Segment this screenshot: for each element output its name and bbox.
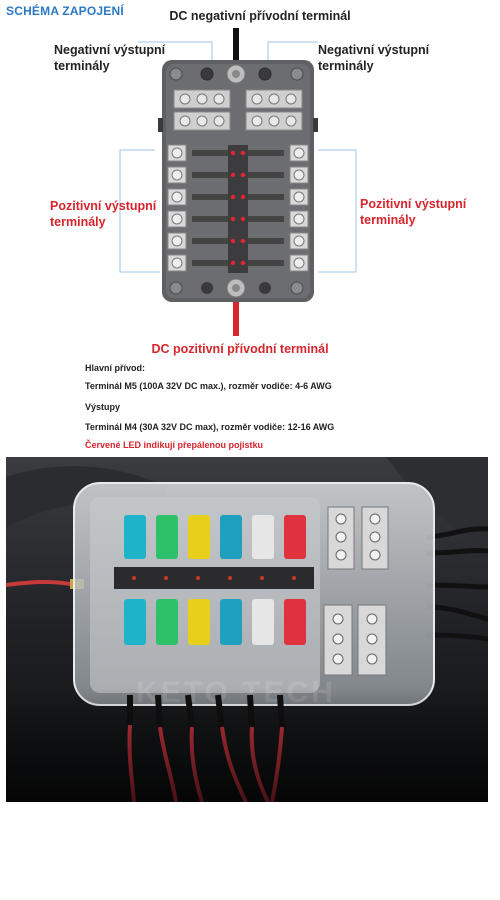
outputs-spec: Terminál M4 (30A 32V DC max), rozměr vodiče: 12-16 AWG	[85, 422, 335, 432]
main-supply-spec: Terminál M5 (100A 32V DC max.), rozměr vodiče: 4-6 AWG	[85, 381, 332, 391]
positive-output-right-label: Pozitivní výstupní terminály	[360, 197, 467, 227]
negative-output-left-label: Negativní výstupní terminály	[54, 43, 166, 73]
dc-positive-label: DC pozitivní přívodní terminál	[151, 342, 329, 356]
product-photo	[6, 457, 488, 802]
main-supply-heading: Hlavní přívod:	[85, 363, 146, 373]
page-title: SCHÉMA ZAPOJENÍ	[6, 4, 124, 18]
fuse-box-diagram	[158, 60, 318, 302]
negative-output-right-label: Negativní výstupní terminály	[318, 43, 430, 73]
positive-output-left-label: Pozitivní výstupní terminály	[50, 199, 157, 229]
led-note: Červené LED indikují přepálenou pojistku	[85, 440, 264, 450]
outputs-heading: Výstupy	[85, 402, 121, 412]
dc-negative-label: DC negativní přívodní terminál	[169, 9, 351, 23]
